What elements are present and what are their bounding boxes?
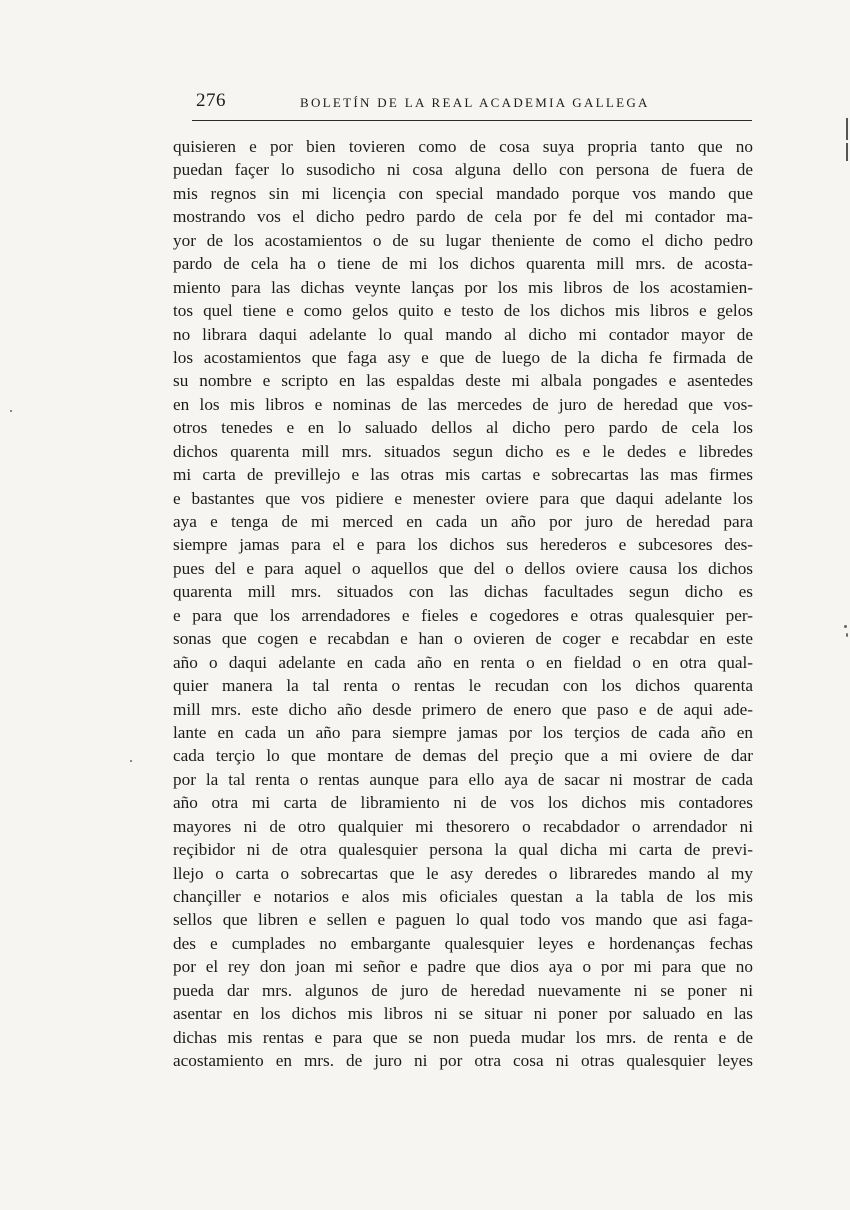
page-number: 276 (196, 90, 226, 111)
text-line: su nombre e scripto en las espaldas deste mi albala pongades e asentedes (173, 371, 753, 391)
text-line: otros tenedes e en lo saluado dellos al dicho pero pardo de cela los (173, 418, 753, 438)
text-line: en los mis libros e nominas de las mercedes de juro de heredad que vos- (173, 394, 753, 414)
text-line: cada terçio lo que montare de demas del preçio que a mi oviere de dar (173, 746, 753, 766)
running-title: BOLETÍN DE LA REAL ACADEMIA GALLEGA (300, 95, 650, 110)
text-line: mayores ni de otro qualquier mi thesorero o recabdador o arrendador ni (173, 816, 753, 836)
text-line: dichos quarenta mill mrs. situados segun dicho es e le dedes e libredes (173, 441, 753, 461)
text-line: siempre jamas para el e para los dichos sus herederos e subcesores des- (173, 535, 753, 555)
text-line: puedan façer lo susodicho ni cosa alguna dello con persona de fuera de (173, 160, 753, 180)
text-line: mostrando vos el dicho pedro pardo de cela por fe del mi contador ma- (173, 207, 753, 227)
text-line: pueda dar mrs. algunos de juro de heredad nuevamente ni se poner ni (173, 980, 753, 1000)
text-line: chançiller e notarios e alos mis oficiales questan a la tabla de los mis (173, 887, 753, 906)
text-line: miento para las dichas veynte lanças por los mis libros de los acostamien- (173, 277, 753, 297)
scan-speck (130, 760, 132, 762)
text-line: llejo o carta o sobrecartas que le asy deredes o libraredes mando al my (173, 863, 753, 883)
text-line: por el rey don joan mi señor e padre que dios aya o por mi para que no (173, 957, 753, 977)
scan-speck (10, 410, 12, 412)
text-line: quisieren e por bien tovieren como de cosa suya propria tanto que no (173, 137, 753, 156)
text-line: mis regnos sin mi licençia con special mandado porque vos mando que (173, 183, 753, 203)
text-line: año otra mi carta de libramiento ni de vos los dichos mis contadores (173, 793, 753, 813)
text-line: dichas mis rentas e para que se non pueda mudar los mrs. de renta e de (173, 1027, 753, 1047)
text-line: año o daqui adelante en cada año en renta o en fieldad o en otra qual- (173, 652, 753, 672)
text-line: sellos que libren e sellen e paguen lo qual todo vos mando que asi faga- (173, 910, 753, 930)
text-line: yor de los acostamientos o de su lugar theniente de como el dicho pedro (173, 230, 753, 250)
text-line: pues del e para aquel o aquellos que del o dellos oviere causa los dichos (173, 558, 753, 578)
text-line: quier manera la tal renta o rentas le recudan con los dichos quarenta (173, 676, 753, 696)
page-header (192, 88, 752, 121)
scan-speck (846, 633, 848, 637)
text-line: acostamiento en mrs. de juro ni por otra cosa ni otras qualesquier leyes (173, 1051, 753, 1071)
text-line: e para que los arrendadores e fieles e cogedores e otras qualesquier per- (173, 605, 753, 625)
text-line: lante en cada un año para siempre jamas por los terçios de cada año en (173, 722, 753, 742)
margin-mark (846, 118, 848, 140)
text-line: los acostamientos que faga asy e que de luego de la dicha fe firmada de (173, 347, 753, 367)
text-line: des e cumplades no embargante qualesquier leyes e hordenanças fechas (173, 933, 753, 953)
text-line: no librara daqui adelante lo qual mando al dicho mi contador mayor de (173, 324, 753, 344)
margin-mark (846, 143, 848, 161)
text-line: tos quel tiene e como gelos quito e testo de los dichos mis libros e gelos (173, 301, 753, 321)
text-line: asentar en los dichos mis libros ni se situar ni poner por saluado en las (173, 1004, 753, 1024)
text-line: sonas que cogen e recabdan e han o ovieren de coger e recabdar en este (173, 629, 753, 649)
text-line: mi carta de previllejo e las otras mis cartas e sobrecartas las mas firmes (173, 465, 753, 485)
text-line: quarenta mill mrs. situados con las dichas facultades segun dicho es (173, 582, 753, 602)
text-line: pardo de cela ha o tiene de mi los dichos quarenta mill mrs. de acosta- (173, 254, 753, 274)
text-line: aya e tenga de mi merced en cada un año por juro de heredad para (173, 512, 753, 531)
scan-speck (844, 625, 847, 628)
text-line: reçibidor ni de otra qualesquier persona la qual dicha mi carta de previ- (173, 840, 753, 860)
text-line: por la tal renta o rentas aunque para ello aya de sacar ni mostrar de cada (173, 769, 753, 789)
text-line: mill mrs. este dicho año desde primero de enero que paso e de aqui ade- (173, 699, 753, 719)
text-line: e bastantes que vos pidiere e menester oviere para que daqui adelante los (173, 488, 753, 508)
body-text (173, 135, 753, 1073)
